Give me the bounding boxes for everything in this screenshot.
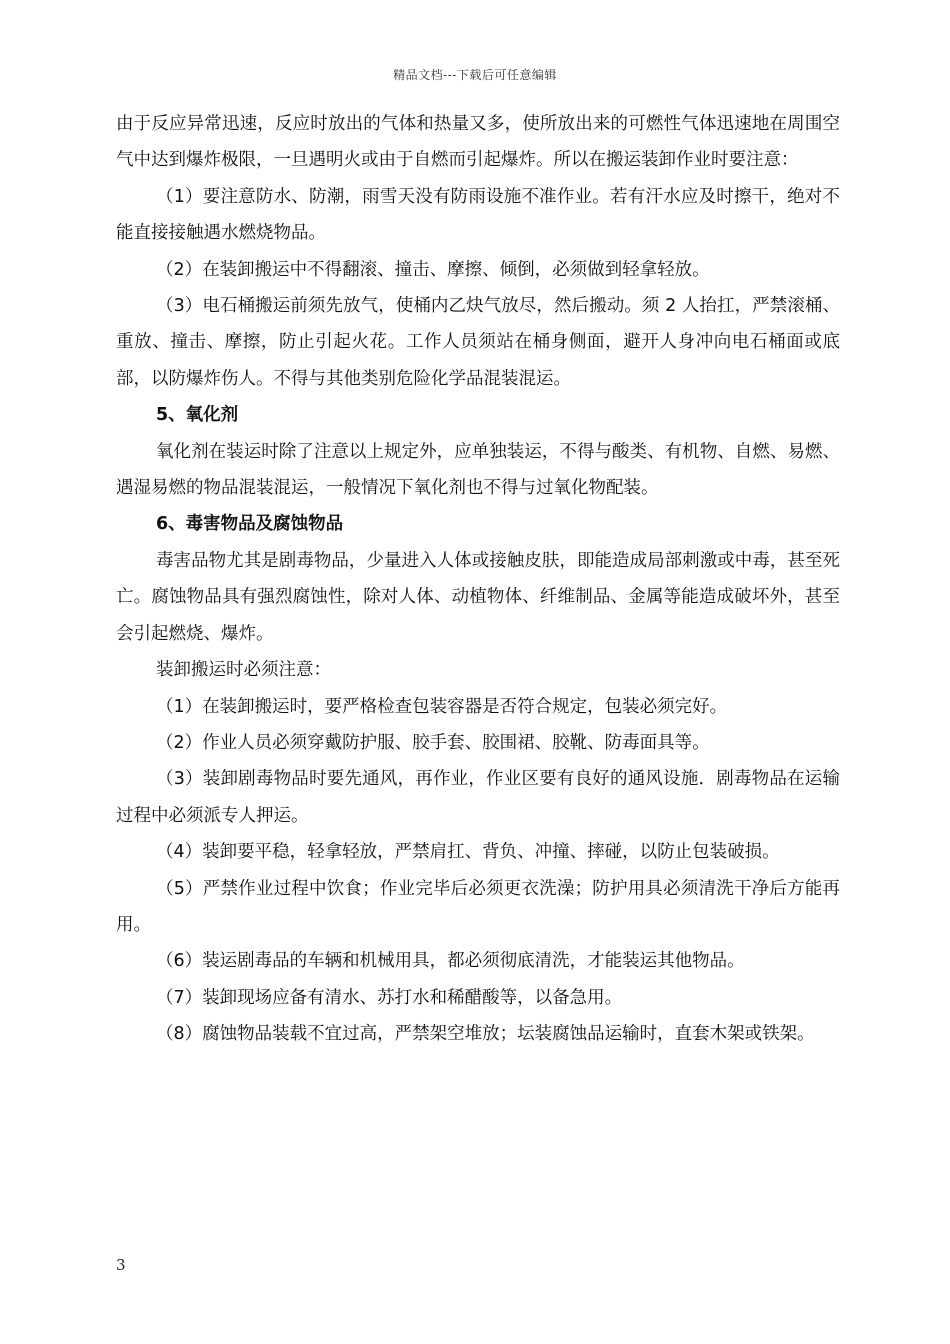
section-heading: 6、毒害物品及腐蚀物品 [156, 514, 344, 535]
paragraph: （3）电石桶搬运前须先放气，使桶内乙炔气放尽，然后搬动。须 2 人抬扛，严禁滚桶、重放、撞击、摩擦，防止引起火花。工作人员须站在桶身侧面，避开人身冲向电石桶面或底部，以防爆炸伤人。不得与其他类别危险化学品混装混运。 [116, 296, 840, 389]
list-item: （5）严禁作业过程中饮食；作业完毕后必须更衣洗澡；防护用具必须清洗干净后方能再用。 [116, 878, 840, 935]
list-item: （3）装卸剧毒物品时要先通风，再作业，作业区要有良好的通风设施．剧毒物品在运输过程中必须派专人押运。 [116, 769, 840, 826]
list-item: （4）装卸要平稳，轻拿轻放，严禁肩扛、背负、冲撞、摔碰，以防止包装破损。 [156, 842, 780, 863]
paragraph: 毒害品物尤其是剧毒物品，少量进入人体或接触皮肤，即能造成局部刺激或中毒，甚至死亡。腐蚀物品具有强烈腐蚀性，除对人体、动植物体、纤维制品、金属等能造成破坏外，甚至会引起燃烧、爆炸。 [116, 550, 840, 644]
paragraph: 由于反应异常迅速，反应时放出的气体和热量又多，使所放出来的可燃性气体迅速地在周围空气中达到爆炸极限，一旦遇明火或由于自燃而引起爆炸。所以在搬运装卸作业时要注意： [116, 114, 840, 171]
list-item: （6）装运剧毒品的车辆和机械用具，都必须彻底清洗，才能装运其他物品。 [156, 951, 745, 972]
paragraph: （2）在装卸搬运中不得翻滚、撞击、摩擦、倾倒，必须做到轻拿轻放。 [156, 259, 710, 280]
list-item: （7）装卸现场应备有清水、苏打水和稀醋酸等，以备急用。 [156, 987, 623, 1008]
paragraph: （1）要注意防水、防潮，雨雪天没有防雨设施不准作业。若有汗水应及时擦干，绝对不能直接接触遇水燃烧物品。 [116, 186, 840, 244]
paragraph: 氧化剂在装运时除了注意以上规定外，应单独装运，不得与酸类、有机物、自燃、易燃、遇湿易燃的物品混装混运，一般情况下氧化剂也不得与过氧化物配装。 [116, 441, 840, 499]
section-heading: 5、氧化剂 [156, 405, 239, 426]
document-body [116, 106, 840, 1053]
page-header: 精品文档---下载后可任意编辑 [393, 68, 557, 82]
list-item: （8）腐蚀物品装载不宜过高，严禁架空堆放；坛装腐蚀品运输时，直套木架或铁架。 [156, 1024, 815, 1045]
list-item: （2）作业人员必须穿戴防护服、胶手套、胶围裙、胶靴、防毒面具等。 [156, 732, 710, 753]
list-item: （1）在装卸搬运时，要严格检查包装容器是否符合规定，包装必须完好。 [156, 696, 728, 717]
paragraph: 装卸搬运时必须注意： [156, 660, 331, 681]
page-number: 3 [116, 1256, 126, 1274]
